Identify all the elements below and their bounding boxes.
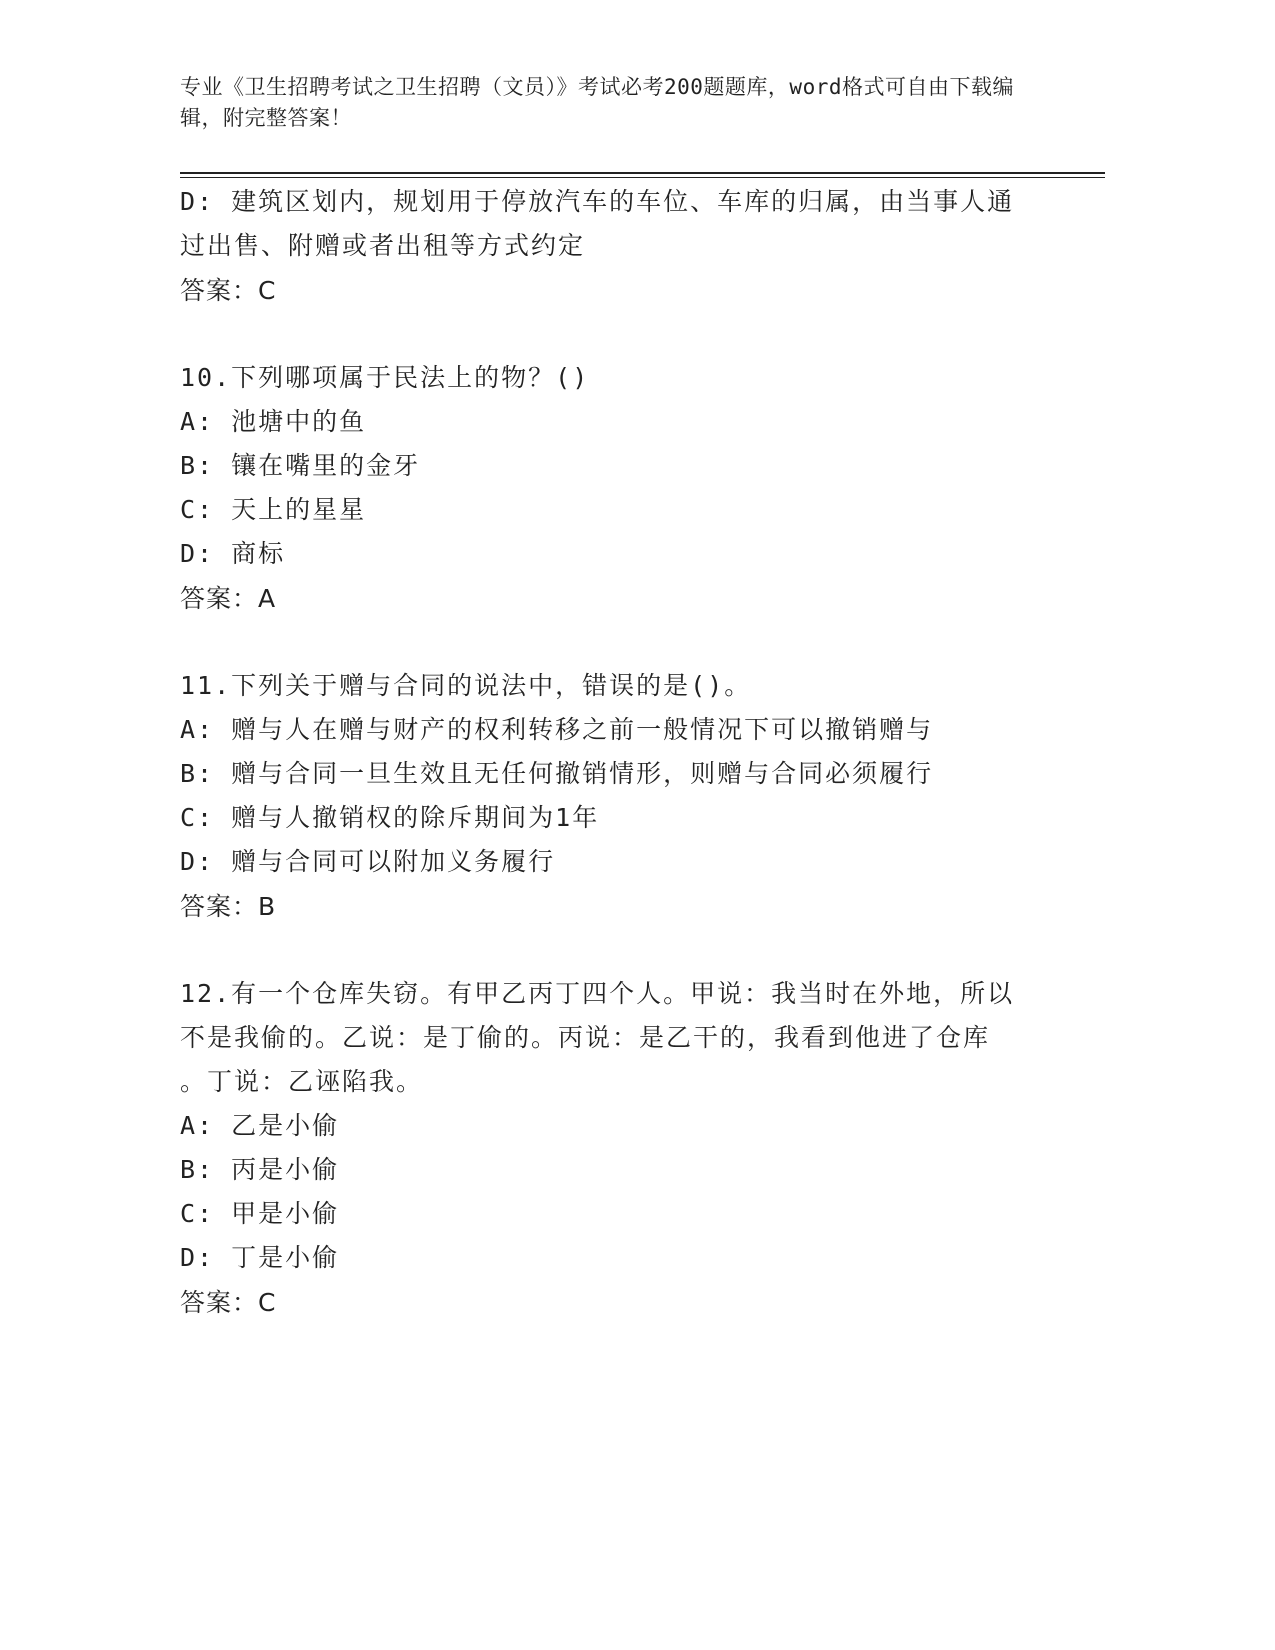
option-a: A: 乙是小偷: [180, 1111, 340, 1140]
question-stem: 10.下列哪项属于民法上的物？(): [180, 363, 590, 392]
question-11: [180, 664, 1050, 930]
question-10: [180, 356, 1050, 622]
answer: 答案：B: [180, 892, 277, 921]
option-c: C: 甲是小偷: [180, 1199, 340, 1228]
question-stem: 11.下列关于赠与合同的说法中，错误的是()。: [180, 671, 752, 700]
option-b: B: 丙是小偷: [180, 1155, 340, 1184]
option-b: B: 赠与合同一旦生效且无任何撤销情形，则赠与合同必须履行: [180, 759, 934, 788]
prev-option-d-line1: D: 建筑区划内，规划用于停放汽车的车位、车库的归属，由当事人通: [180, 187, 1015, 216]
spacer: [180, 622, 1050, 664]
answer: 答案：A: [180, 584, 277, 613]
option-b: B: 镶在嘴里的金牙: [180, 451, 421, 480]
question-stem-line1: 12.有一个仓库失窃。有甲乙丙丁四个人。甲说：我当时在外地，所以: [180, 979, 1015, 1008]
option-d: D: 商标: [180, 539, 286, 568]
answer: 答案：C: [180, 1288, 277, 1317]
option-c: C: 天上的星星: [180, 495, 367, 524]
question-stem-line3: 。丁说：乙诬陷我。: [180, 1067, 424, 1096]
option-a: A: 赠与人在赠与财产的权利转移之前一般情况下可以撤销赠与: [180, 715, 934, 744]
question-stem-line2: 不是我偷的。乙说：是丁偷的。丙说：是乙干的，我看到他进了仓库: [180, 1023, 991, 1052]
prev-option-d-line2: 过出售、附赠或者出租等方式约定: [180, 231, 586, 260]
option-d: D: 丁是小偷: [180, 1243, 340, 1272]
header-divider: [180, 172, 1105, 178]
option-d: D: 赠与合同可以附加义务履行: [180, 847, 556, 876]
document-header: 专业《卫生招聘考试之卫生招聘（文员）》考试必考200题题库，word格式可自由下载编辑，附完整答案！: [180, 75, 1014, 130]
prev-answer: 答案：C: [180, 276, 277, 305]
spacer: [180, 314, 1050, 356]
option-a: A: 池塘中的鱼: [180, 407, 367, 436]
question-12: [180, 972, 1050, 1326]
spacer: [180, 930, 1050, 972]
option-c: C: 赠与人撤销权的除斥期间为1年: [180, 803, 600, 832]
question-list: [180, 180, 1050, 1326]
